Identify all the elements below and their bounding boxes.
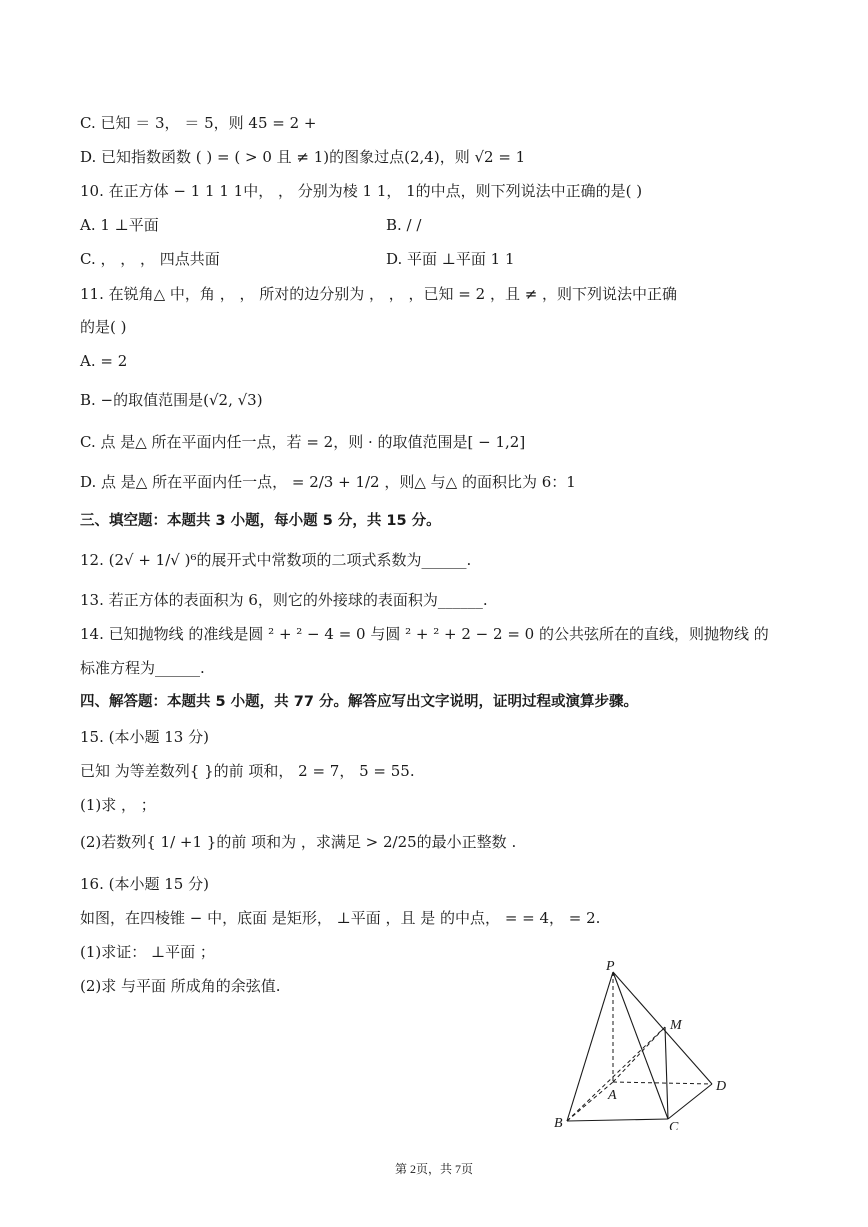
- edge-ad: [613, 1082, 712, 1084]
- q10-option-c: C. ， ， ， 四点共面: [80, 250, 220, 268]
- label-b: B: [554, 1116, 563, 1130]
- q11-stem: 11. 在锐角△ 中，角 ， ， 所对的边分别为 ， ， ，已知 = 2 ，且 ≠ ，则下列说法中正确: [80, 285, 678, 303]
- q11-option-d: D. 点 是△ 所在平面内任一点， = 2/3 + 1/2 ，则△ 与△ 的面积比为 6：1: [80, 473, 576, 491]
- section-fill-blank-heading: 三、填空题：本题共 3 小题，每小题 5 分，共 15 分。: [80, 513, 441, 529]
- q13: 13. 若正方体的表面积为 6，则它的外接球的表面积为______.: [80, 591, 488, 609]
- q16-stem: 如图，在四棱锥 − 中，底面 是矩形， ⊥平面 ，且 是 的中点， = = 4， = 2.: [80, 909, 601, 927]
- q15-part1: (1)求 ， ；: [80, 796, 156, 814]
- q15-part2: (2)若数列{ 1/ +1 }的前 项和为 ，求满足 > 2/25的最小正整数 .: [80, 833, 517, 851]
- q10-option-a: A. 1 ⊥平面: [80, 216, 159, 234]
- q9-option-d: D. 已知指数函数 ( ) = ( > 0 且 ≠ 1)的图象过点(2,4)，则 √2 = 1: [80, 148, 526, 166]
- segment-am: [613, 1027, 665, 1082]
- segment-cm: [665, 1027, 668, 1119]
- q11-option-c: C. 点 是△ 所在平面内任一点，若 = 2，则 · 的取值范围是[ − 1,2]: [80, 433, 526, 451]
- label-d: D: [716, 1079, 727, 1094]
- q15-header: 15. (本小题 13 分): [80, 728, 209, 746]
- q11-stem-cont: 的是( ): [80, 318, 127, 336]
- q15-stem: 已知 为等差数列{ }的前 项和， 2 = 7， 5 = 55.: [80, 762, 415, 780]
- label-p: P: [606, 959, 615, 974]
- label-c: C: [669, 1120, 679, 1130]
- edge-cd: [668, 1084, 712, 1119]
- pyramid-figure: [550, 955, 750, 1130]
- q16-part1: (1)求证： ⊥平面 ；: [80, 943, 215, 961]
- q16-header: 16. (本小题 15 分): [80, 875, 209, 893]
- q12: 12. (2√ + 1/√ )⁶的展开式中常数项的二项式系数为______.: [80, 551, 472, 569]
- edge-pc: [613, 972, 668, 1119]
- page-footer: 第 2页，共 7页: [394, 1162, 473, 1176]
- section-solution-heading: 四、解答题：本题共 5 小题，共 77 分。解答应写出文字说明，证明过程或演算步骤。: [80, 694, 638, 710]
- q11-option-a: A. = 2: [80, 352, 128, 370]
- edge-ba: [567, 1082, 613, 1121]
- q16-part2: (2)求 与平面 所成角的余弦值.: [80, 977, 281, 995]
- q14-cont: 标准方程为______.: [80, 659, 205, 677]
- label-m: M: [670, 1018, 682, 1033]
- edge-pd: [613, 972, 712, 1084]
- q10-option-b: B. / /: [386, 216, 422, 234]
- edge-bc: [567, 1119, 668, 1121]
- label-a: A: [608, 1088, 617, 1103]
- q9-option-c: C. 已知 ＝ 3， ＝ 5，则 45 = 2 +: [80, 114, 317, 132]
- q14: 14. 已知抛物线 的准线是圆 ² + ² − 4 = 0 与圆 ² + ² + 2 − 2 = 0 的公共弦所在的直线，则抛物线 的: [80, 625, 769, 643]
- q11-option-b: B. −的取值范围是(√2, √3): [80, 391, 263, 409]
- q10-stem: 10. 在正方体 − 1 1 1 1中， ， 分别为棱 1 1， 1的中点，则下列说法中正确的是( ): [80, 182, 643, 200]
- q10-option-d: D. 平面 ⊥平面 1 1: [386, 250, 515, 268]
- edge-pb: [567, 972, 613, 1121]
